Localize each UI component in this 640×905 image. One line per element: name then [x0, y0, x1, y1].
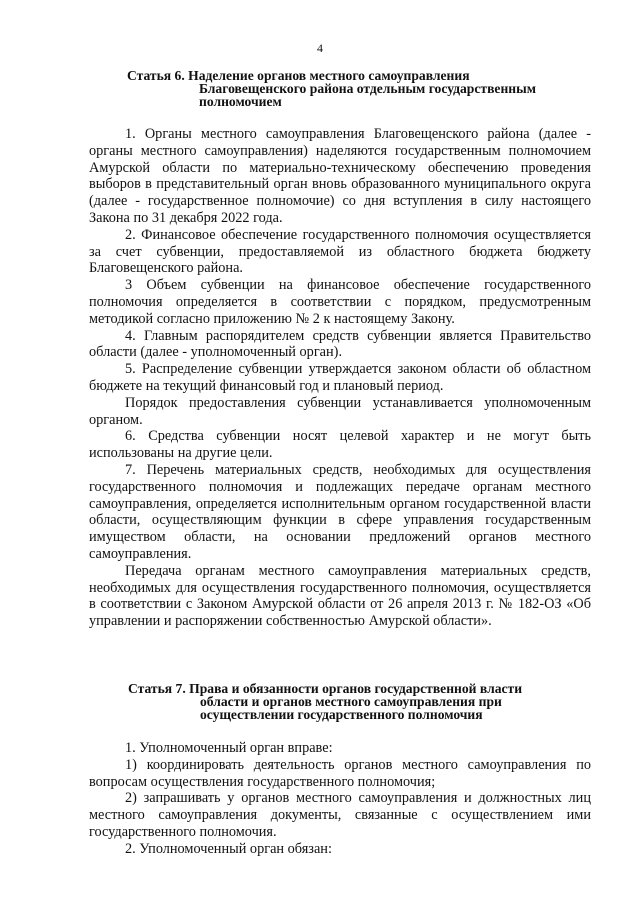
- article-6-paragraph-8: 7. Перечень материальных средств, необходимых для осуществления государственного полномочия и подлежащих передаче органам местного самоуправления, определяется исполнительным органом государственной власти области, осуществляющим функции в сфере управления государственным имуществом области, на основании предложений органов местного самоуправления.: [89, 461, 591, 562]
- article-6-heading: [127, 69, 536, 108]
- article-6-paragraph-1: 1. Органы местного самоуправления Благовещенского района (далее - органы местного самоуправления) наделяются государственным полномочием Амурской области по материально-техническому обеспечению проведения выборов в представительный орган вновь образованного муниципального округа (далее - государственное полномочие) со дня вступления в силу настоящего Закона по 31 декабря 2022 года.: [89, 126, 591, 226]
- article-6-paragraph-6: Порядок предоставления субвенции устанавливается уполномоченным органом.: [89, 394, 591, 428]
- article-7-paragraph-4: 2. Уполномоченный орган обязан:: [125, 840, 332, 857]
- article-7-heading-line-3: осуществлении государственного полномочия: [200, 707, 483, 722]
- article-7-paragraph-1: 1. Уполномоченный орган вправе:: [125, 740, 333, 756]
- article-6-paragraph-4: 4. Главным распорядителем средств субвенции является Правительство области (далее - уполномоченный орган).: [89, 327, 591, 361]
- article-6-paragraph-9: Передача органам местного самоуправления материальных средств, необходимых для осуществления государственного полномочия, осуществляется в соответствии с Законом Амурской области от 26 апреля 2013 г. № 182-ОЗ «Об управлении и распоряжении собственностью Амурской области».: [89, 562, 591, 630]
- article-6-heading-line-2: Благовещенского района отдельным государственным: [199, 81, 536, 96]
- article-6-paragraph-2: 2. Финансовое обеспечение государственного полномочия осуществляется за счет субвенции, предоставляемой из областного бюджета бюджету Благовещенского района.: [89, 226, 591, 277]
- article-6-paragraph-5: 5. Распределение субвенции утверждается законом области об областном бюджете на текущий финансовый год и плановый период.: [89, 361, 591, 394]
- page-number: 4: [317, 41, 323, 55]
- article-6-body: [89, 126, 591, 630]
- article-7-heading: [128, 682, 522, 721]
- article-7-heading-line-2: области и органов местного самоуправления при: [200, 694, 502, 709]
- article-7-paragraph-2: 1) координировать деятельность органов местного самоуправления по вопросам осуществления государственного полномочия;: [89, 756, 591, 790]
- article-7-heading-line-1: Статья 7. Права и обязанности органов государственной власти: [128, 681, 523, 696]
- article-7-paragraph-3: 2) запрашивать у органов местного самоуправления и должностных лиц местного самоуправления документы, связанные с осуществлением ими государственного полномочия.: [89, 790, 591, 840]
- article-6-paragraph-3: 3 Объем субвенции на финансовое обеспечение государственного полномочия определяется в соответствии с порядком, предусмотренным методикой согласно приложению № 2 к настоящему Закону.: [89, 277, 591, 327]
- article-7-body: [89, 740, 591, 858]
- article-6-heading-line-3: полномочием: [199, 94, 282, 109]
- article-6-paragraph-7: 6. Средства субвенции носят целевой характер и не могут быть использованы на другие цели.: [89, 428, 591, 462]
- article-6-heading-line-1: Статья 6. Наделение органов местного самоуправления: [127, 68, 470, 83]
